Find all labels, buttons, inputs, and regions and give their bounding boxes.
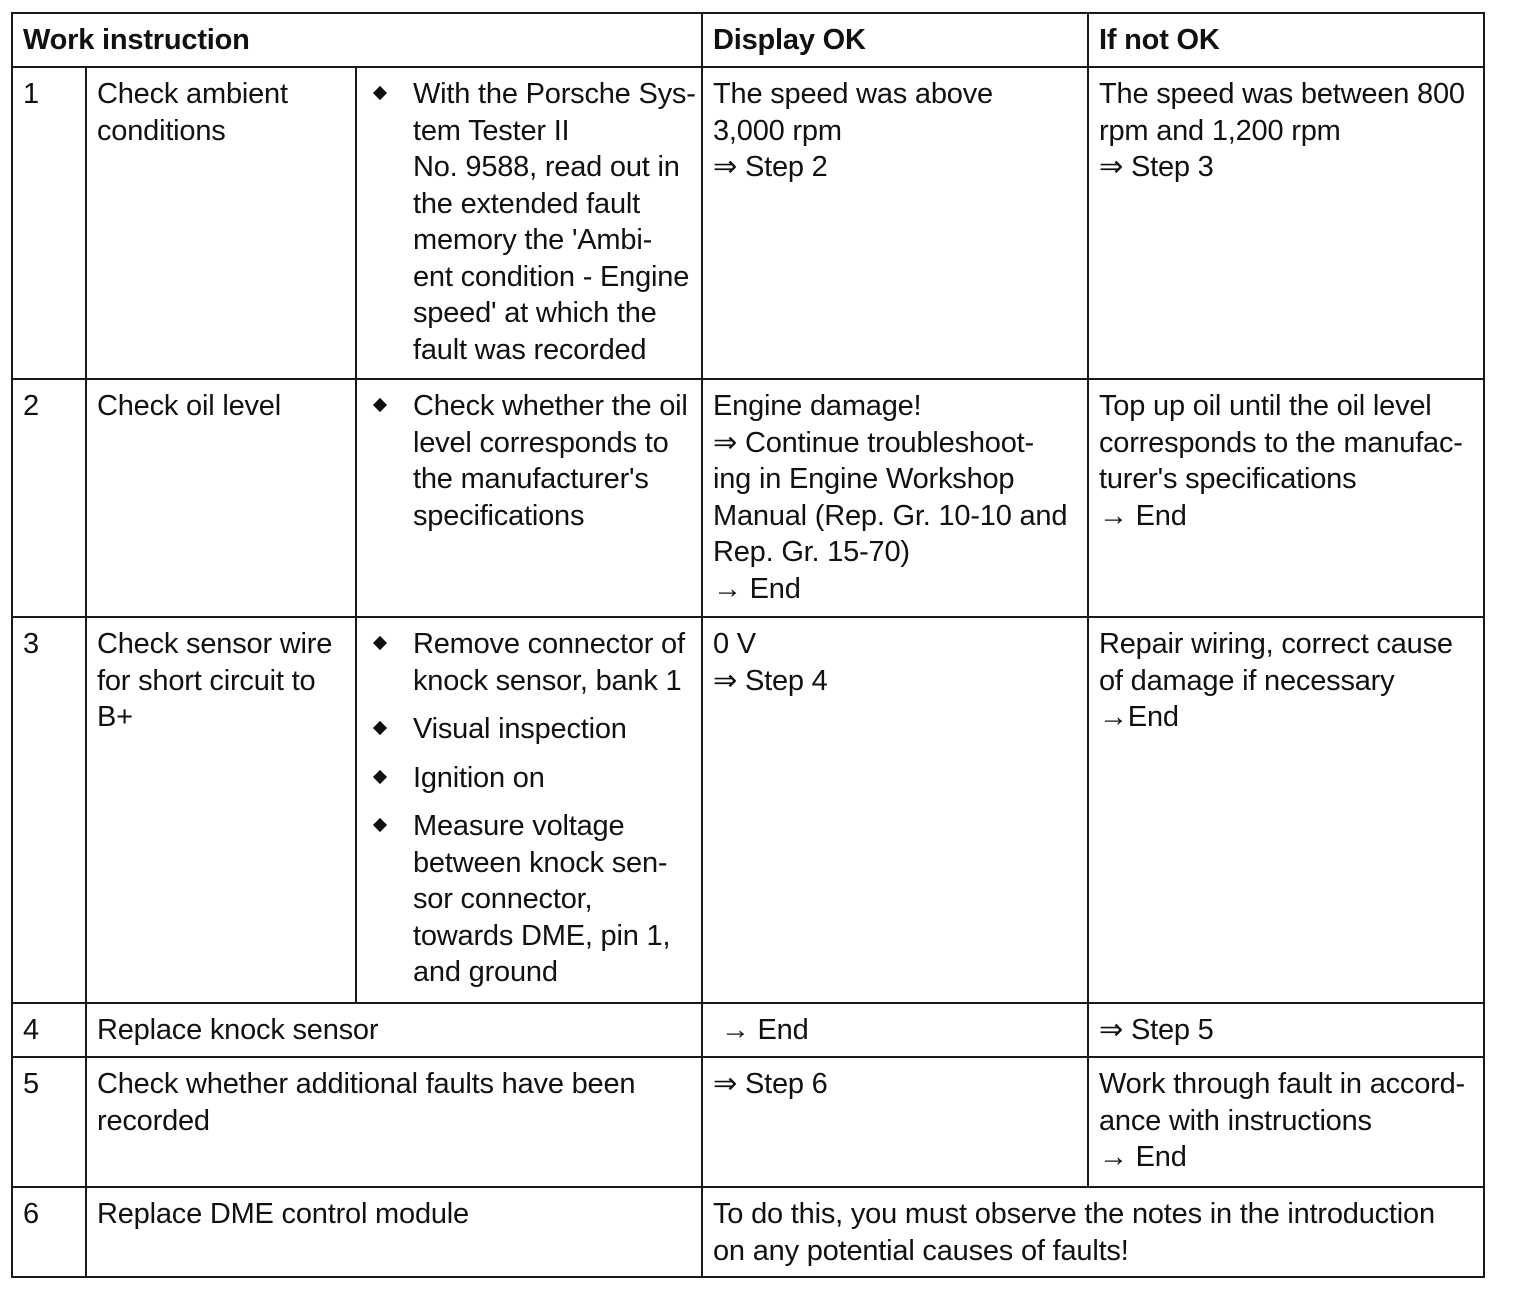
ok-text: 0 V bbox=[713, 628, 756, 660]
diamond-bullet-icon bbox=[373, 769, 387, 783]
bullet-item bbox=[367, 388, 691, 534]
ok-text: The speed was above bbox=[713, 78, 993, 110]
check-text: Check whether additional faults have been bbox=[97, 1068, 636, 1100]
ok-text: ⇒ Step 6 bbox=[713, 1068, 828, 1100]
bullet-item bbox=[367, 711, 691, 748]
step-number: 3 bbox=[12, 617, 86, 1003]
ok-text: Manual (Rep. Gr. 10-10 and bbox=[713, 499, 1068, 532]
step-number: 4 bbox=[12, 1003, 86, 1057]
instruction-text: and ground bbox=[413, 956, 558, 988]
display-ok-cell bbox=[702, 67, 1088, 379]
not-ok-text: of damage if necessary bbox=[1099, 664, 1395, 697]
header-work-instruction: Work instruction bbox=[12, 13, 702, 67]
not-ok-text: The speed was between 800 bbox=[1099, 78, 1465, 110]
instruction-text: speed' at which the bbox=[413, 297, 657, 329]
not-ok-text: turer's specifications bbox=[1099, 463, 1357, 495]
check-text: Check oil level bbox=[97, 390, 281, 422]
instruction-text: the manufacturer's bbox=[413, 463, 649, 495]
ok-text: → End bbox=[713, 1014, 809, 1046]
instruction-text: ent condition - Engine bbox=[413, 260, 690, 293]
check-text: Check ambient bbox=[97, 78, 288, 110]
instruction-text: tem Tester II bbox=[413, 114, 570, 147]
instruction-cell bbox=[356, 67, 702, 379]
check-text: Replace DME control module bbox=[97, 1198, 469, 1230]
table-row bbox=[12, 67, 1484, 379]
check-cell bbox=[86, 379, 356, 617]
header-if-not-ok: If not OK bbox=[1088, 13, 1484, 67]
instruction-text: knock sensor, bank 1 bbox=[413, 664, 682, 697]
instruction-text: level corresponds to bbox=[413, 426, 669, 459]
bullet-item bbox=[367, 808, 691, 991]
diamond-bullet-icon bbox=[373, 398, 387, 412]
check-text: Replace knock sensor bbox=[97, 1014, 379, 1046]
diamond-bullet-icon bbox=[373, 86, 387, 100]
not-ok-cell bbox=[1088, 379, 1484, 617]
ok-text: ⇒ Continue troubleshoot- bbox=[713, 426, 1034, 459]
not-ok-text: → End bbox=[1099, 499, 1187, 532]
table-row bbox=[12, 379, 1484, 617]
header-row bbox=[12, 13, 1484, 67]
instruction-text: specifications bbox=[413, 499, 585, 532]
instruction-text: fault was recorded bbox=[413, 333, 647, 366]
instruction-cell bbox=[356, 379, 702, 617]
check-cell bbox=[86, 1187, 702, 1277]
check-text: conditions bbox=[97, 114, 226, 147]
display-ok-cell bbox=[702, 1003, 1088, 1057]
not-ok-text: →End bbox=[1099, 701, 1179, 733]
not-ok-cell bbox=[1088, 1057, 1484, 1187]
instruction-text: Visual inspection bbox=[413, 713, 627, 745]
instruction-text: memory the 'Ambi- bbox=[413, 224, 653, 256]
not-ok-text: rpm and 1,200 rpm bbox=[1099, 114, 1341, 147]
instruction-text: Check whether the oil bbox=[413, 390, 688, 422]
not-ok-text: → End bbox=[1099, 1141, 1187, 1173]
instruction-text: No. 9588, read out in bbox=[413, 151, 680, 183]
check-text: B+ bbox=[97, 701, 133, 733]
instruction-text: Measure voltage bbox=[413, 810, 625, 842]
note-text: To do this, you must observe the notes in the introduction bbox=[713, 1198, 1435, 1230]
table-row bbox=[12, 617, 1484, 1003]
table-row bbox=[12, 1003, 1484, 1057]
display-ok-cell bbox=[702, 379, 1088, 617]
instruction-text: Remove connector of bbox=[413, 628, 685, 660]
check-text: recorded bbox=[97, 1104, 210, 1137]
check-cell bbox=[86, 1057, 702, 1187]
ok-text: → End bbox=[713, 572, 801, 605]
ok-text: ⇒ Step 2 bbox=[713, 151, 828, 183]
not-ok-cell bbox=[1088, 67, 1484, 379]
instruction-text: Ignition on bbox=[413, 761, 545, 794]
display-ok-cell bbox=[702, 617, 1088, 1003]
check-cell bbox=[86, 1003, 702, 1057]
table-row bbox=[12, 1057, 1484, 1187]
step-number: 2 bbox=[12, 379, 86, 617]
not-ok-text: Repair wiring, correct cause bbox=[1099, 628, 1453, 660]
diamond-bullet-icon bbox=[373, 721, 387, 735]
bullet-item bbox=[367, 626, 691, 699]
work-instruction-table bbox=[11, 12, 1485, 1278]
ok-text: Rep. Gr. 15-70) bbox=[713, 536, 910, 568]
step-number: 5 bbox=[12, 1057, 86, 1187]
not-ok-text: Work through fault in accord- bbox=[1099, 1068, 1466, 1100]
ok-text: 3,000 rpm bbox=[713, 114, 842, 147]
check-cell bbox=[86, 67, 356, 379]
step-number: 6 bbox=[12, 1187, 86, 1277]
bullet-item bbox=[367, 760, 691, 797]
ok-text: ing in Engine Workshop bbox=[713, 463, 1015, 495]
not-ok-text: ⇒ Step 5 bbox=[1099, 1014, 1214, 1046]
instruction-text: sor connector, bbox=[413, 883, 593, 915]
step-number: 1 bbox=[12, 67, 86, 379]
bullet-item bbox=[367, 76, 696, 368]
ok-text: Engine damage! bbox=[713, 390, 922, 422]
check-text: for short circuit to bbox=[97, 664, 316, 697]
not-ok-cell bbox=[1088, 617, 1484, 1003]
note-text: on any potential causes of faults! bbox=[713, 1234, 1129, 1267]
not-ok-cell bbox=[1088, 1003, 1484, 1057]
table-row bbox=[12, 1187, 1484, 1277]
instruction-text: between knock sen- bbox=[413, 846, 668, 879]
diamond-bullet-icon bbox=[373, 818, 387, 832]
instruction-text: towards DME, pin 1, bbox=[413, 919, 671, 952]
not-ok-text: corresponds to the manufac- bbox=[1099, 426, 1463, 459]
instruction-cell bbox=[356, 617, 702, 1003]
header-display-ok: Display OK bbox=[702, 13, 1088, 67]
not-ok-text: ance with instructions bbox=[1099, 1104, 1372, 1137]
not-ok-text: ⇒ Step 3 bbox=[1099, 151, 1214, 183]
display-ok-cell bbox=[702, 1057, 1088, 1187]
ok-text: ⇒ Step 4 bbox=[713, 664, 828, 697]
check-cell bbox=[86, 617, 356, 1003]
not-ok-text: Top up oil until the oil level bbox=[1099, 390, 1432, 422]
note-cell bbox=[702, 1187, 1484, 1277]
instruction-text: With the Porsche Sys- bbox=[413, 78, 696, 110]
instruction-text: the extended fault bbox=[413, 187, 640, 220]
check-text: Check sensor wire bbox=[97, 628, 333, 660]
diamond-bullet-icon bbox=[373, 636, 387, 650]
